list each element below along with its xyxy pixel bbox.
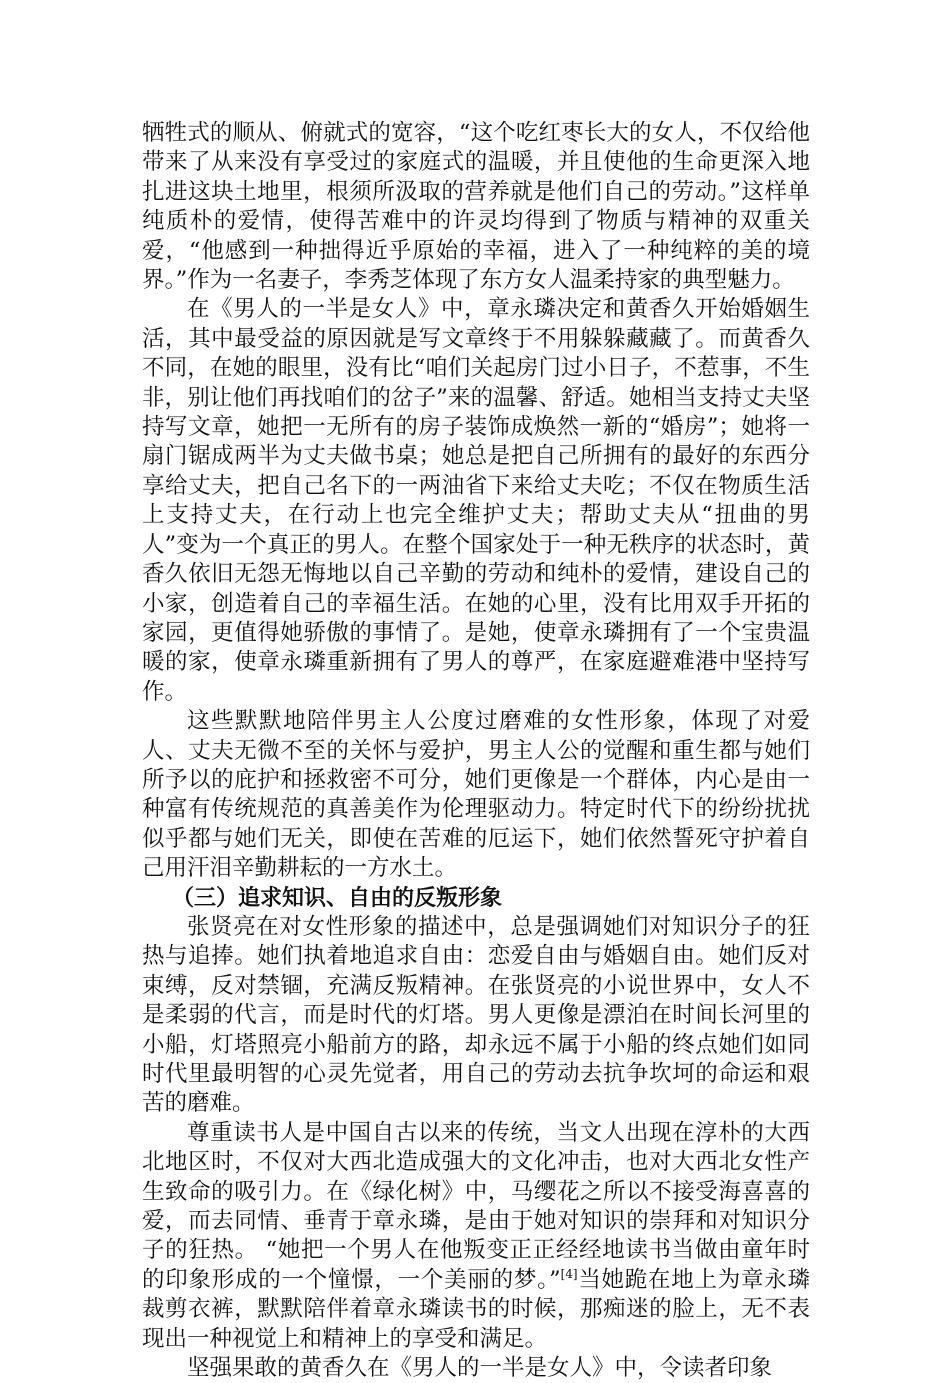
paragraph-huang-xiangjiu: 在《男人的一半是女人》中，章永璘决定和黄香久开始婚姻生活，其中最受益的原因就是写文章终于不用躲躲藏藏了。而黄香久不同，在她的眼里，没有比“咱们关起房门过小日子，不惹事，不生非，别让他们再找咱们的岔子”来的温馨、舒适。她相当支持丈夫坚持写文章，她把一无所有的房子装饰成焕然一新的“婚房”；她将一扇门锯成两半为丈夫做书桌；她总是把自己所拥有的最好的东西分享给丈夫，把自己名下的一两油省下来给丈夫吃；不仅在物质生活上支持丈夫，在行动上也完全维护丈夫；帮助丈夫从“扭曲的男人”变为一个真正的男人。在整个国家处于一种无秩序的状态时，黄香久依旧无怨无悔地以自己辛勤的劳动和纯朴的爱情，建设自己的小家，创造着自己的幸福生活。在她的心里，没有比用双手开拓的家园，更值得她骄傲的事情了。是她，使章永璘拥有了一个宝贵温暖的家，使章永璘重新拥有了男人的尊严，在家庭避难港中坚持写作。 <box>142 296 810 705</box>
section-heading: （三）追求知识、自由的反叛形象 <box>172 885 503 911</box>
paragraph-li-xiuzhi: 牺牲式的顺从、俯就式的宽容，“这个吃红枣长大的女人，不仅给他带来了从来没有享受过的家庭式的温暖，并且使他的生命更深入地扎进这块土地里，根须所汲取的营养就是他们自己的劳动。”这样单纯质朴的爱情，使得苦难中的许灵均得到了物质与精神的双重关爱，“他感到一种拙得近乎原始的幸福，进入了一种纯粹的美的境界。”作为一名妻子，李秀芝体现了东方女人温柔持家的典型魅力。 <box>142 120 810 294</box>
paragraph-huang-xiangjiu-courage: 坚强果敢的黄香久在《男人的一半是女人》中，令读者印象 <box>187 1355 773 1382</box>
paragraph-respect-for-scholars <box>142 1119 810 1354</box>
citation-marker: [4] <box>560 1266 578 1281</box>
document-page <box>142 119 810 1383</box>
paragraph-female-group: 这些默默地陪伴男主人公度过磨难的女性形象，体现了对爱人、丈夫无微不至的关怀与爱护，男主人公的觉醒和重生都与她们所予以的庇护和拯救密不可分，她们更像是一个群体，内心是由一种富有传统规范的真善美作为伦理驱动力。特定时代下的纷纷扰扰似乎都与她们无关，即使在苦难的厄运下，她们依然誓死守护着自己用汗泪辛勤耕耘的一方水土。 <box>142 708 810 882</box>
paragraph-text-before-citation: 尊重读书人是中国自古以来的传统，当文人出现在淳朴的大西北地区时，不仅对大西北造成强大的文化冲击，也对大西北女性产生致命的吸引力。在《绿化树》中，马缨花之所以不接受海喜喜的爱，而去同情、垂青于章永璘，是由于她对知识的崇拜和对知识分子的狂热。 “她把一个男人在他叛变正正经经地读书当做由童年时的印象形成的一个憧憬，一个美丽的梦。” <box>142 1119 810 1293</box>
paragraph-text-after-citation: 当她跪在地上为章永璘裁剪衣裤，默默陪伴着章永璘读书的时候，那痴迷的脸上，无不表现出一种视觉上和精神上的享受和满足。 <box>142 1266 810 1352</box>
paragraph-pursuit-of-knowledge: 张贤亮在对女性形象的描述中，总是强调她们对知识分子的狂热与追捧。她们执着地追求自由：恋爱自由与婚姻自由。她们反对束缚，反对禁锢，充满反叛精神。在张贤亮的小说世界中，女人不是柔弱的代言，而是时代的灯塔。男人更像是漂泊在时间长河里的小船，灯塔照亮小船前方的路，却永远不属于小船的终点她们如同时代里最明智的心灵先觉者，用自己的劳动去抗争坎坷的命运和艰苦的磨难。 <box>142 913 810 1117</box>
